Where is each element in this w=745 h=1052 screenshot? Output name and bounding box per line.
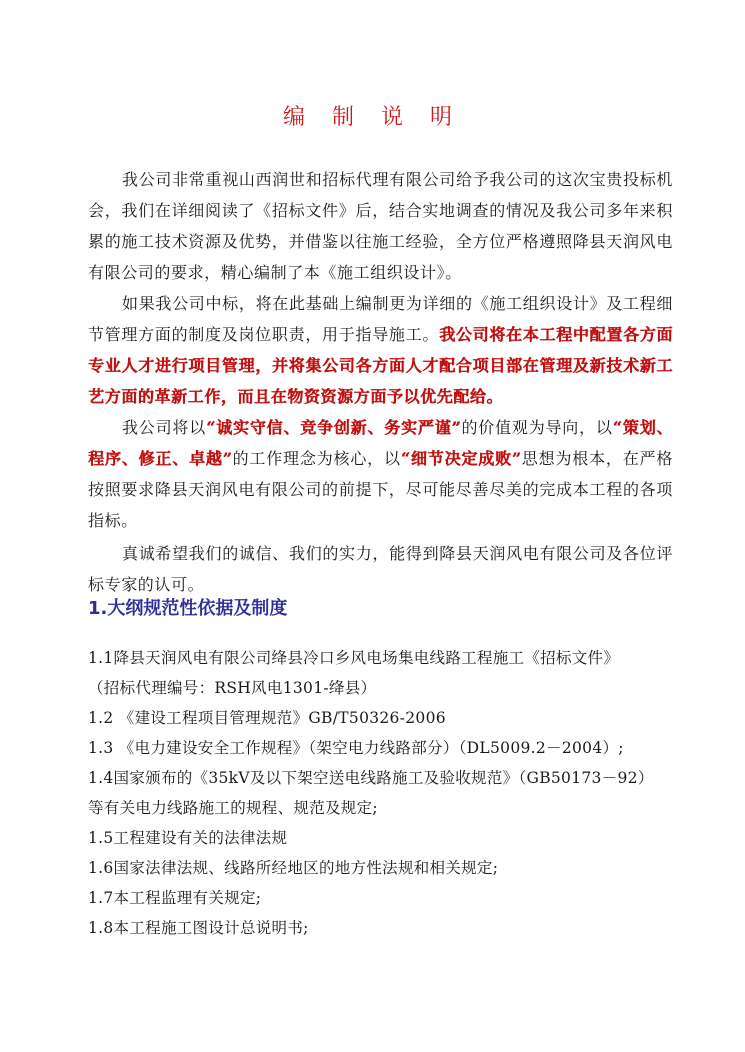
intro-paragraph-4: 真诚希望我们的诚信、我们的实力，能得到降县天润风电有限公司及各位评标专家的认可。 — [88, 544, 673, 594]
list-item: 1.2 《建设工程项目管理规范》GB/T50326-2006 — [88, 709, 446, 727]
intro-paragraph-3 — [88, 412, 673, 536]
document-title: 编 制 说 明 — [283, 105, 462, 130]
list-item: 1.1降县天润风电有限公司绛县冷口乡风电场集电线路工程施工《招标文件》 — [88, 649, 620, 667]
intro-paragraph-2 — [88, 288, 673, 412]
intro-paragraph-2-text: 如果我公司中标，将在此基础上编制更为详细的《施工组织设计》及工程细节管理方面的制度及岗位职责，用于指导施工。 — [88, 294, 673, 344]
list-item: 1.7本工程监理有关规定; — [88, 889, 262, 907]
p3-text-d: 思想为根本，在严格按照要求降县天润风电有限公司的前提下，尽可能尽善尽美的完成本工程的各项指标。 — [88, 449, 673, 530]
list-item: 1.4国家颁布的《35kV及以下架空送电线路施工及验收规范》（GB50173－92） — [88, 769, 654, 787]
p3-text-b: 的价值观为导向，以 — [461, 418, 613, 437]
list-item: 1.5工程建设有关的法律法规 — [88, 829, 288, 847]
intro-paragraph-1: 我公司非常重视山西润世和招标代理有限公司给予我公司的这次宝贵投标机会，我们在详细阅读了《招标文件》后，结合实地调查的情况及我公司多年来积累的施工技术资源及优势，并借鉴以往施工经验，全方位严格遵照降县天润风电有限公司的要求，精心编制了本《施工组织设计》。 — [88, 170, 673, 282]
p3-emphasis-detail: “细节决定成败” — [400, 449, 522, 468]
list-item: （招标代理编号：RSH风电1301-绛县） — [88, 679, 377, 697]
list-item: 等有关电力线路施工的规程、规范及规定; — [88, 799, 378, 817]
intro-paragraph-2-emphasis: 我公司将在本工程中配置各方面专业人才进行项目管理，并将集公司各方面人才配合项目部在管理及新技术新工艺方面的革新工作，而且在物资资源方面予以优先配给。 — [88, 325, 673, 406]
p3-emphasis-values: “诚实守信、竞争创新、务实严谨” — [206, 418, 462, 437]
list-item: 1.8本工程施工图设计总说明书; — [88, 919, 309, 937]
section-1-heading: 1.大纲规范性依据及制度 — [88, 598, 288, 619]
p3-text-c: 的工作理念为核心，以 — [232, 449, 401, 468]
p3-text-a: 我公司将以 — [122, 418, 207, 437]
p3-emphasis-concept: “策划、程序、修正、卓越” — [88, 418, 673, 468]
list-item: 1.3 《电力建设安全工作规程》（架空电力线路部分）（DL5009.2－2004）; — [88, 739, 624, 757]
section-1-list — [88, 643, 688, 943]
list-item: 1.6国家法律法规、线路所经地区的地方性法规和相关规定; — [88, 859, 499, 877]
